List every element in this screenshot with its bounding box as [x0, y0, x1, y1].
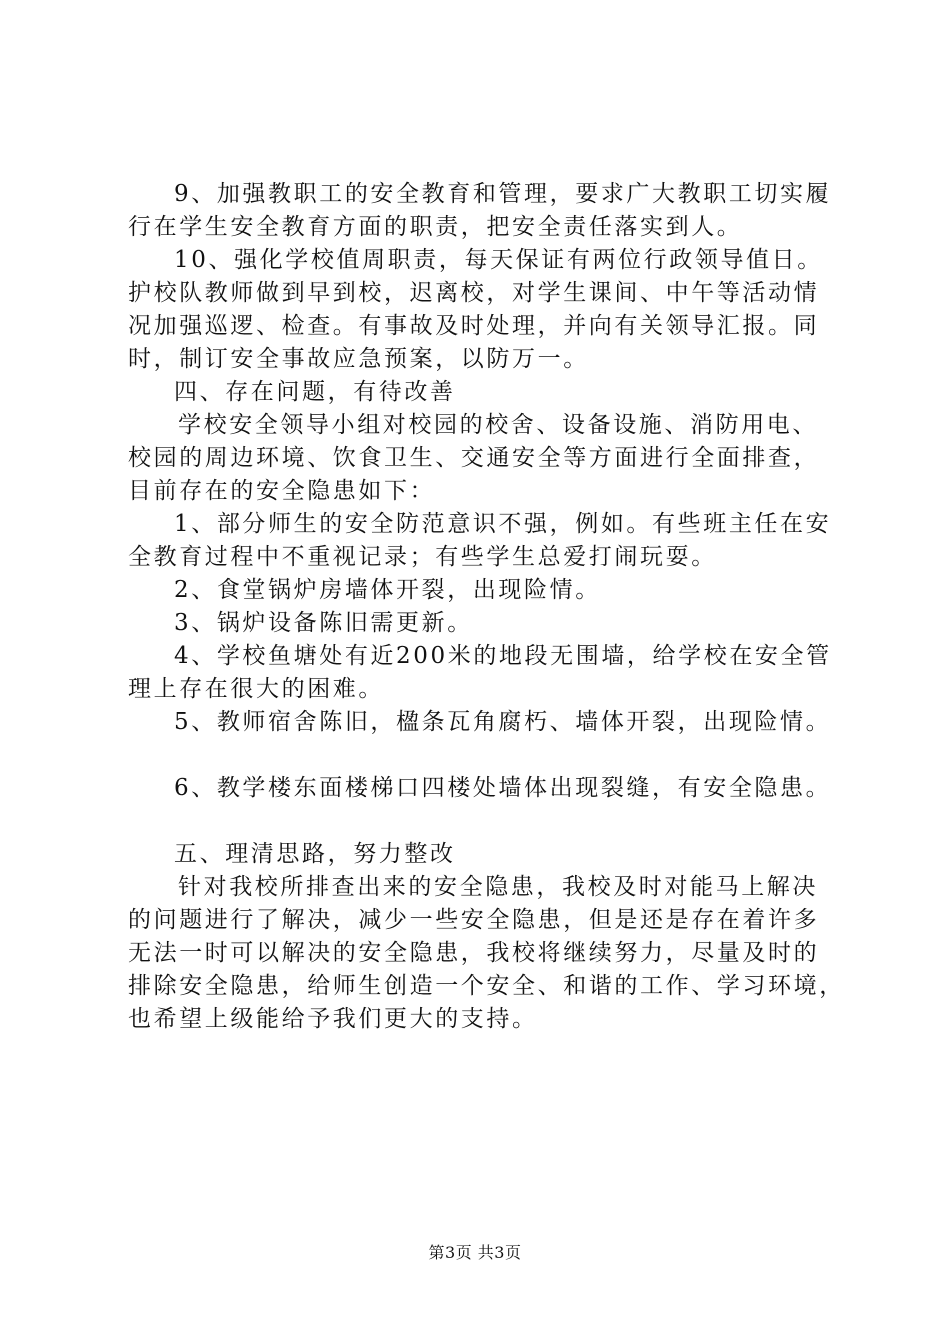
- issue-item-6: 6、教学楼东面楼梯口四楼处墙体出现裂缝，有安全隐患。: [174, 775, 832, 801]
- section-heading-5: 五、理清思路，努力整改: [174, 841, 456, 867]
- section-5-line-4: 排除安全隐患，给师生创造一个安全、和谐的工作、学习环境，: [128, 973, 845, 999]
- issue-item-5: 5、教师宿舍陈旧，楹条瓦角腐朽、墙体开裂，出现险情。: [174, 709, 832, 735]
- section-5-line-1: 针对我校所排查出来的安全隐患，我校及时对能马上解决: [178, 874, 818, 900]
- paragraph-item-10-line-4: 时，制订安全事故应急预案，以防万一。: [128, 346, 589, 372]
- blank-line: [128, 805, 838, 838]
- section-4-intro-line-1: 学校安全领导小组对校园的校舍、设备设施、消防用电、: [178, 412, 818, 438]
- paragraph-item-9-line-2: 行在学生安全教育方面的职责，把安全责任落实到人。: [128, 214, 743, 240]
- section-4-intro-line-2: 校园的周边环境、饮食卫生、交通安全等方面进行全面排查，: [128, 445, 820, 471]
- document-body: [128, 178, 845, 1036]
- paragraph-item-10-line-2: 护校队教师做到早到校，迟离校，对学生课间、中午等活动情: [128, 280, 820, 306]
- paragraph-item-10-line-3: 况加强巡逻、检查。有事故及时处理，并向有关领导汇报。同: [128, 313, 820, 339]
- paragraph-item-10-line-1: 10、强化学校值周职责，每天保证有两位行政领导值日。: [174, 247, 823, 273]
- blank-line: [128, 739, 838, 772]
- issue-item-2: 2、食堂锅炉房墙体开裂，出现险情。: [174, 577, 601, 603]
- section-4-intro-line-3: 目前存在的安全隐患如下：: [128, 478, 436, 504]
- issue-item-4-line-1: 4、学校鱼塘处有近200米的地段无围墙，给学校在安全管: [174, 643, 832, 669]
- page-number-footer: 第3页 共3页: [428, 1243, 522, 1262]
- issue-item-4-line-2: 理上存在很大的困难。: [128, 676, 384, 702]
- section-5-line-2: 的问题进行了解决，减少一些安全隐患，但是还是存在着许多: [128, 907, 820, 933]
- issue-item-3: 3、锅炉设备陈旧需更新。: [174, 610, 473, 636]
- section-5-line-3: 无法一时可以解决的安全隐患，我校将继续努力，尽量及时的: [128, 940, 820, 966]
- section-5-line-5: 也希望上级能给予我们更大的支持。: [128, 1006, 538, 1032]
- section-heading-4: 四、存在问题，有待改善: [174, 379, 456, 405]
- paragraph-item-9-line-1: 9、加强教职工的安全教育和管理，要求广大教职工切实履: [174, 181, 832, 207]
- issue-item-1-line-1: 1、部分师生的安全防范意识不强，例如。有些班主任在安: [174, 511, 832, 537]
- issue-item-1-line-2: 全教育过程中不重视记录；有些学生总爱打闹玩耍。: [128, 544, 717, 570]
